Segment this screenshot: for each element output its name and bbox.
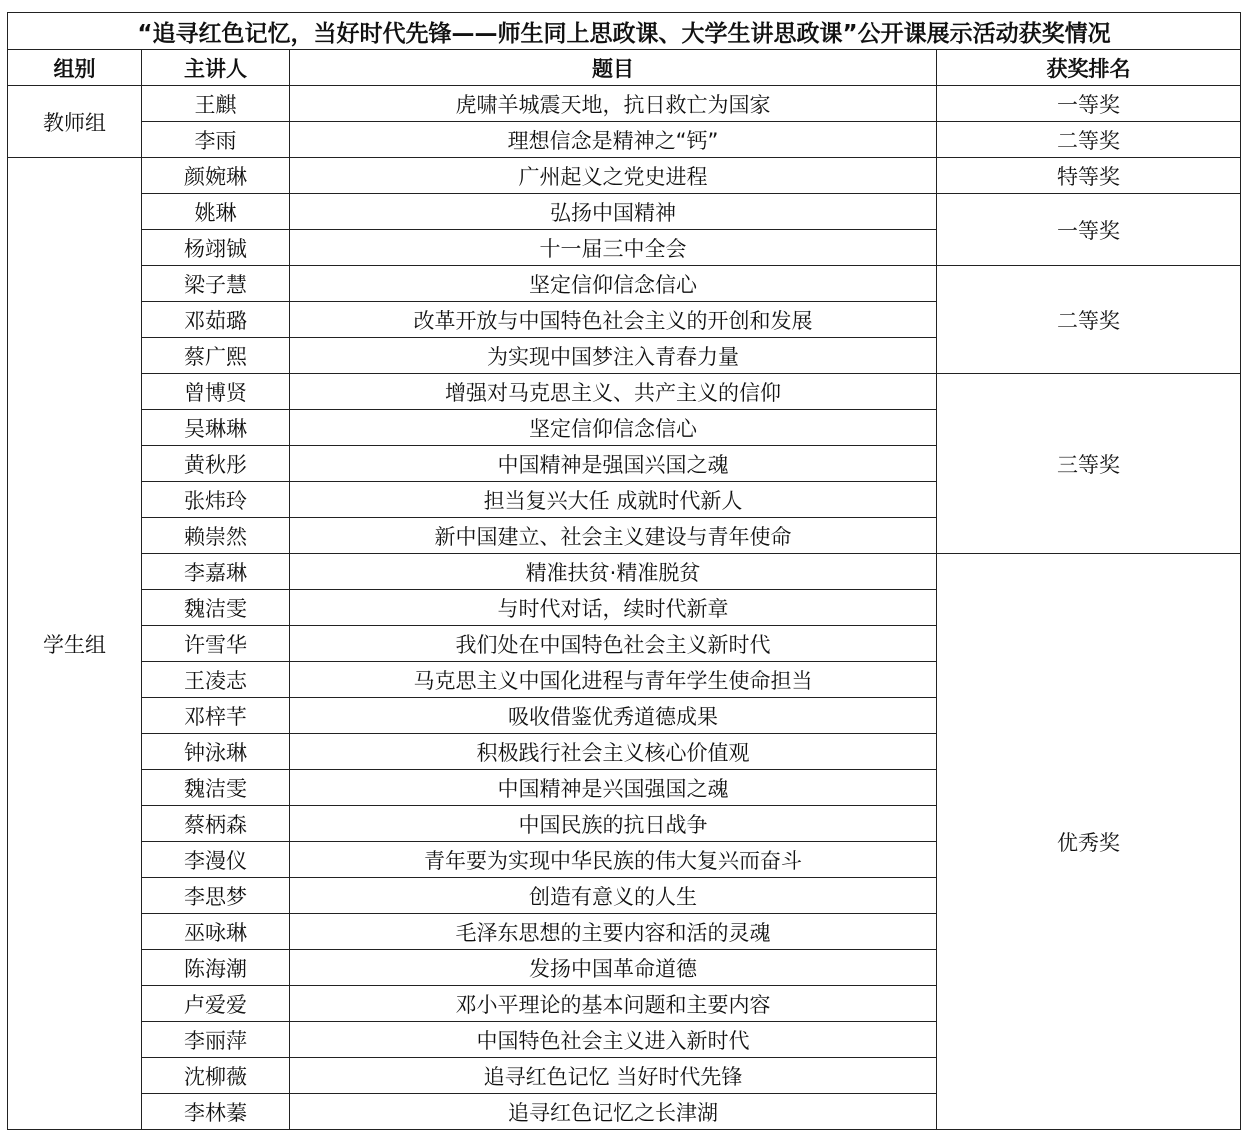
speaker-cell: 李林蓁: [142, 1094, 290, 1130]
speaker-cell: 杨翊铖: [142, 230, 290, 266]
speaker-cell: 王凌志: [142, 662, 290, 698]
group-cell-teacher: 教师组: [8, 86, 142, 158]
topic-cell: 为实现中国梦注入青春力量: [290, 338, 937, 374]
speaker-cell: 李雨: [142, 122, 290, 158]
topic-cell: 发扬中国革命道德: [290, 950, 937, 986]
speaker-cell: 蔡广熙: [142, 338, 290, 374]
topic-cell: 理想信念是精神之“钙”: [290, 122, 937, 158]
topic-cell: 与时代对话，续时代新章: [290, 590, 937, 626]
award-cell: 特等奖: [937, 158, 1241, 194]
topic-cell: 马克思主义中国化进程与青年学生使命担当: [290, 662, 937, 698]
speaker-cell: 梁子慧: [142, 266, 290, 302]
speaker-cell: 吴琳琳: [142, 410, 290, 446]
speaker-cell: 陈海潮: [142, 950, 290, 986]
speaker-cell: 邓茹璐: [142, 302, 290, 338]
table-row: [8, 86, 1241, 122]
speaker-cell: 黄秋彤: [142, 446, 290, 482]
topic-cell: 增强对马克思主义、共产主义的信仰: [290, 374, 937, 410]
speaker-cell: 李思梦: [142, 878, 290, 914]
topic-cell: 我们处在中国特色社会主义新时代: [290, 626, 937, 662]
table-row: [8, 122, 1241, 158]
award-cell: 二等奖: [937, 266, 1241, 374]
speaker-cell: 巫咏琳: [142, 914, 290, 950]
table-row: [8, 194, 1241, 230]
speaker-cell: 魏洁雯: [142, 770, 290, 806]
topic-cell: 毛泽东思想的主要内容和活的灵魂: [290, 914, 937, 950]
speaker-cell: 李漫仪: [142, 842, 290, 878]
topic-cell: 精准扶贫·精准脱贫: [290, 554, 937, 590]
speaker-cell: 许雪华: [142, 626, 290, 662]
header-speaker: 主讲人: [142, 50, 290, 86]
speaker-cell: 沈柳薇: [142, 1058, 290, 1094]
award-cell: 三等奖: [937, 374, 1241, 554]
topic-cell: 创造有意义的人生: [290, 878, 937, 914]
topic-cell: 虎啸羊城震天地，抗日救亡为国家: [290, 86, 937, 122]
header-group: 组别: [8, 50, 142, 86]
topic-cell: 弘扬中国精神: [290, 194, 937, 230]
topic-cell: 中国精神是兴国强国之魂: [290, 770, 937, 806]
award-cell: 一等奖: [937, 86, 1241, 122]
topic-cell: 中国精神是强国兴国之魂: [290, 446, 937, 482]
speaker-cell: 钟泳琳: [142, 734, 290, 770]
table-row: [8, 158, 1241, 194]
topic-cell: 追寻红色记忆之长津湖: [290, 1094, 937, 1130]
award-cell: 优秀奖: [937, 554, 1241, 1130]
header-topic: 题目: [290, 50, 937, 86]
topic-cell: 新中国建立、社会主义建设与青年使命: [290, 518, 937, 554]
topic-cell: 中国特色社会主义进入新时代: [290, 1022, 937, 1058]
topic-cell: 坚定信仰信念信心: [290, 410, 937, 446]
topic-cell: 积极践行社会主义核心价值观: [290, 734, 937, 770]
topic-cell: 青年要为实现中华民族的伟大复兴而奋斗: [290, 842, 937, 878]
award-cell: 二等奖: [937, 122, 1241, 158]
speaker-cell: 颜婉琳: [142, 158, 290, 194]
award-cell: 一等奖: [937, 194, 1241, 266]
table-title: “追寻红色记忆，当好时代先锋——师生同上思政课、大学生讲思政课”公开课展示活动获奖情况: [8, 13, 1241, 50]
speaker-cell: 卢爱爱: [142, 986, 290, 1022]
table-row: [8, 266, 1241, 302]
topic-cell: 邓小平理论的基本问题和主要内容: [290, 986, 937, 1022]
topic-cell: 追寻红色记忆 当好时代先锋: [290, 1058, 937, 1094]
speaker-cell: 张炜玲: [142, 482, 290, 518]
speaker-cell: 曾博贤: [142, 374, 290, 410]
topic-cell: 坚定信仰信念信心: [290, 266, 937, 302]
speaker-cell: 姚琳: [142, 194, 290, 230]
group-cell-student: 学生组: [8, 158, 142, 1130]
speaker-cell: 魏洁雯: [142, 590, 290, 626]
topic-cell: 十一届三中全会: [290, 230, 937, 266]
speaker-cell: 李嘉琳: [142, 554, 290, 590]
speaker-cell: 邓梓芊: [142, 698, 290, 734]
speaker-cell: 王麒: [142, 86, 290, 122]
table-row: [8, 374, 1241, 410]
speaker-cell: 赖崇然: [142, 518, 290, 554]
table-row: [8, 554, 1241, 590]
award-table: [7, 12, 1241, 1130]
header-award: 获奖排名: [937, 50, 1241, 86]
speaker-cell: 李丽萍: [142, 1022, 290, 1058]
topic-cell: 吸收借鉴优秀道德成果: [290, 698, 937, 734]
topic-cell: 改革开放与中国特色社会主义的开创和发展: [290, 302, 937, 338]
topic-cell: 中国民族的抗日战争: [290, 806, 937, 842]
topic-cell: 广州起义之党史进程: [290, 158, 937, 194]
topic-cell: 担当复兴大任 成就时代新人: [290, 482, 937, 518]
speaker-cell: 蔡柄森: [142, 806, 290, 842]
